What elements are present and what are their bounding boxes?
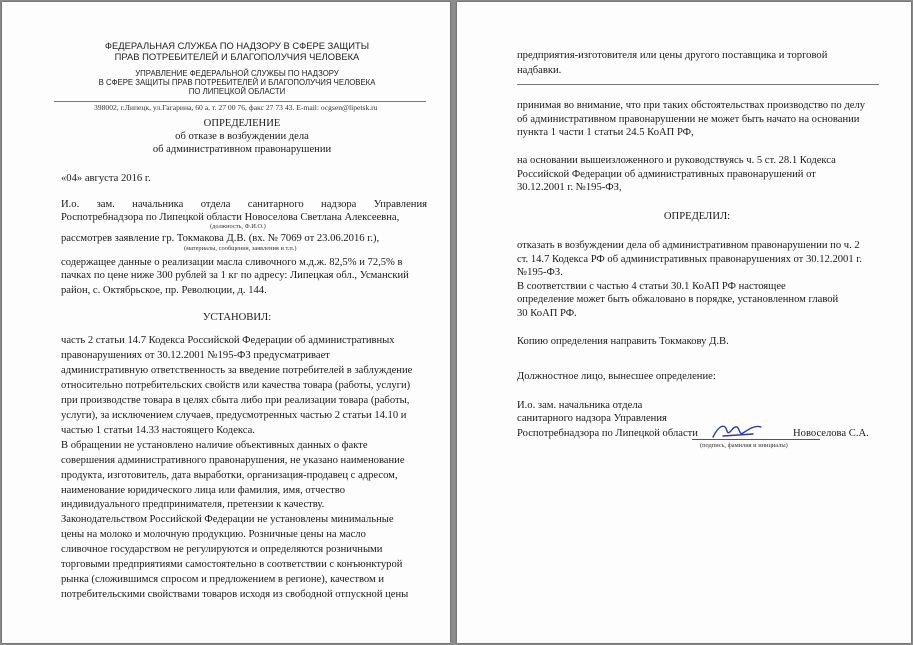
text-line: индивидуального предпринимателя, претензии к качеству. <box>61 499 325 511</box>
document-page-right <box>457 2 911 643</box>
intro-line: рассмотрев заявление гр. Токмакова Д.В. (вх. № 7069 от 23.06.2016 г.), <box>61 233 380 244</box>
text-line: надбавки. <box>517 65 562 76</box>
text-line: пункта 1 части 1 статьи 24.5 КоАП РФ, <box>517 127 694 138</box>
text-line: Российской Федерации об административных правонарушений от <box>517 168 816 180</box>
text-line: продукта, изготовитель, дата выработки, организация-продавец с адресом, <box>61 469 398 481</box>
signatory-title-line2: санитарного надзора Управления <box>517 413 667 424</box>
text-line: торговыми предприятиями самостоятельно в соответствии с конъюнктурой <box>61 559 403 571</box>
agency-name-line2: ПРАВ ПОТРЕБИТЕЛЕЙ И БЛАГОПОЛУЧИЯ ЧЕЛОВЕКА <box>114 51 360 62</box>
department-line2: В СФЕРЕ ЗАЩИТЫ ПРАВ ПОТРЕБИТЕЛЕЙ И БЛАГОПОЛУЧИЯ ЧЕЛОВЕКА <box>98 78 376 87</box>
document-page-left <box>2 2 450 643</box>
intro-line: пачках по цене ниже 300 рублей за 1 кг по адресу: Липецкая обл., Усманский <box>61 270 409 281</box>
text-line: административную ответственность за введение потребителей в заблуждение <box>61 364 413 376</box>
text-line: частью 1 статьи 14.33 настоящего Кодекса. <box>61 424 255 436</box>
text-line: наименование юридического лица или фамилия, имя, отчество <box>61 484 346 496</box>
text-line: предприятия-изготовителя или цены другого поставщика и торговой <box>517 50 828 61</box>
text-line: при производстве товара в целях сбыта либо при реализации товара (работы, <box>61 394 410 406</box>
document-title: ОПРЕДЕЛЕНИЕ <box>203 118 281 129</box>
text-line: цены на молоко и молочную продукцию. Розничные цены на масло <box>61 529 366 541</box>
text-line: В обращении не установлено наличие объективных данных о факте <box>61 439 368 451</box>
intro-line: Роспотребнадзора по Липецкой области Новоселова Светлана Алексеевна, <box>61 212 400 223</box>
text-line: потребительскими свойствами товаров исходя из свободной отпускной цены <box>61 589 409 601</box>
text-line: правонарушениях от 30.12.2001 №195-ФЗ предусматривает <box>61 349 330 361</box>
text-line: рынка (сложившимся спросом и предложением в регионе), качеством и <box>61 574 385 586</box>
document-date: «04» августа 2016 г. <box>61 173 151 184</box>
signature-caption: (подпись, фамилия и инициалы) <box>700 442 788 449</box>
official-label: Должностное лицо, вынесшее определение: <box>517 371 716 382</box>
intro-line: район, с. Октябрьское, пр. Революции, д. 144. <box>61 285 267 296</box>
intro-line: содержащее данные о реализации масла сливочного м.д.ж. 82,5% и 72,5% в <box>61 257 403 268</box>
text-line: отказать в возбуждении дела об административном правонарушении по ч. 2 <box>517 240 860 251</box>
department-line1: УПРАВЛЕНИЕ ФЕДЕРАЛЬНОЙ СЛУЖБЫ ПО НАДЗОРУ <box>135 69 339 78</box>
established-heading: УСТАНОВИЛ: <box>202 312 272 323</box>
text-line: ст. 14.7 Кодекса РФ об административных правонарушениях от 30.12.2001 г. <box>517 253 863 265</box>
text-line: часть 2 статьи 14.7 Кодекса Российской Федерации об административных <box>61 335 395 346</box>
text-line: Законодательством Российской Федерации не установлены минимальные <box>61 514 394 526</box>
text-line: В соответствии с частью 4 статьи 30.1 КоАП РФ настоящее <box>517 280 786 292</box>
intro-line: И.о. зам. начальника отдела санитарного надзора Управления <box>61 199 427 210</box>
signatory-name: Новоселова С.А. <box>793 428 869 439</box>
signatory-title-line1: И.о. зам. начальника отдела <box>517 400 643 411</box>
text-line: определение может быть обжаловано в порядке, установленном главой <box>517 294 839 305</box>
text-line: сливочное государством не регулируются и определяются розничными <box>61 544 383 556</box>
text-line: услуги), за исключением случаев, предусмотренных частью 2 статьи 14.10 и <box>61 409 407 421</box>
text-line: 30.12.2001 г. №195-ФЗ, <box>517 182 622 193</box>
text-line: №195-ФЗ. <box>517 267 563 278</box>
text-line: об административном правонарушении не может быть начато на основании <box>517 113 860 125</box>
field-caption: (должность, Ф.И.О.) <box>210 223 266 230</box>
field-caption: (материалы, сообщения, заявления и т.п.) <box>184 245 297 252</box>
text-line: относительно потребительских свойств или качества товара (работы, услуги) <box>61 379 411 391</box>
address-line: 398002, г.Липецк, ул.Гагарина, 60 а, т. 27 00 76, факс 27 73 43. E-mail: ocgsen@lipetsk.ru <box>94 103 378 112</box>
decided-heading: ОПРЕДЕЛИЛ: <box>663 211 731 222</box>
header-divider <box>54 101 426 102</box>
text-line: 30 КоАП РФ. <box>517 307 577 319</box>
signatory-title-line3: Роспотребнадзора по Липецкой области <box>517 428 698 439</box>
department-line3: ПО ЛИПЕЦКОЙ ОБЛАСТИ <box>188 87 286 96</box>
text-line: на основании вышеизложенного и руководствуясь ч. 5 ст. 28.1 Кодекса <box>517 155 836 166</box>
agency-name-line1: ФЕДЕРАЛЬНАЯ СЛУЖБА ПО НАДЗОРУ В СФЕРЕ ЗАЩИТЫ <box>104 40 370 51</box>
text-line: совершения административного правонарушения, не указано наименование <box>61 454 405 466</box>
document-subtitle-line2: об административном правонарушении <box>152 144 332 155</box>
document-subtitle-line1: об отказе в возбуждении дела <box>175 131 309 142</box>
copy-instruction: Копию определения направить Токмакову Д.В. <box>517 336 729 347</box>
text-line: принимая во внимание, что при таких обстоятельствах производство по делу <box>517 100 866 111</box>
page-divider <box>517 84 879 85</box>
signature-mark-icon <box>709 419 765 443</box>
